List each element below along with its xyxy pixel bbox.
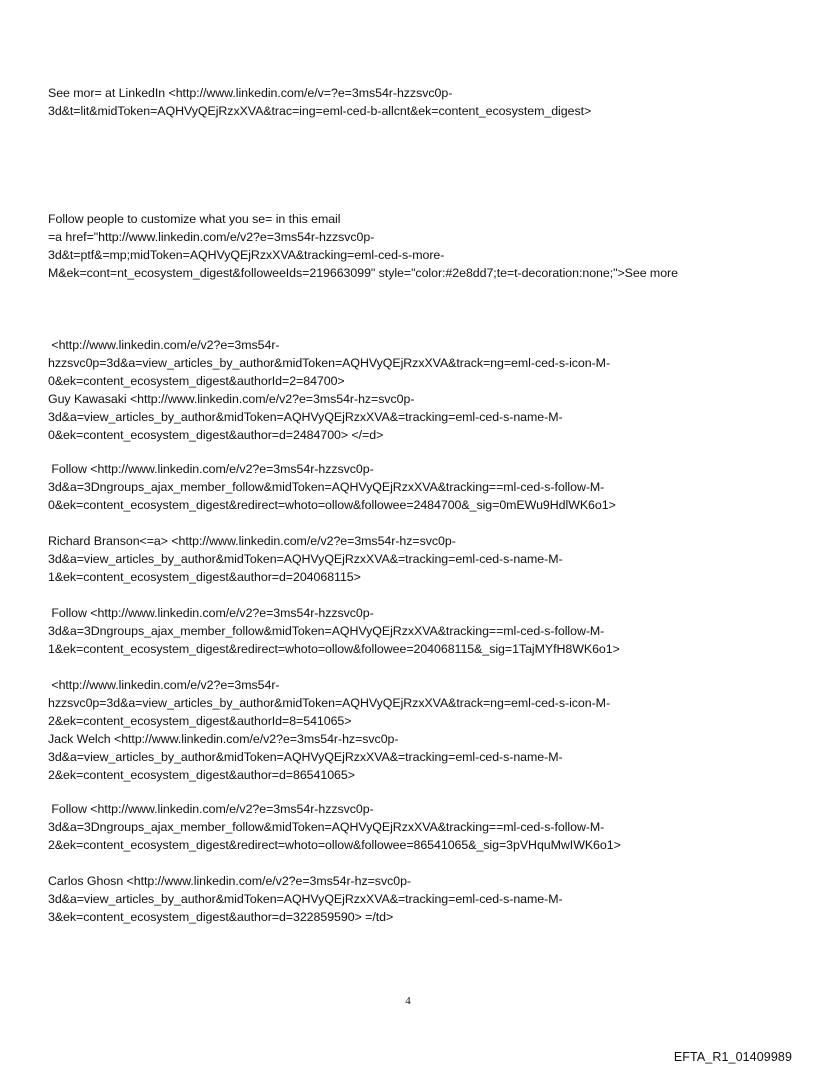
text-line: Guy Kawasaki <http://www.linkedin.com/e/v2?e=3ms54r-hz=svc0p-: [48, 392, 415, 406]
follow-jack-welch-paragraph: [48, 800, 788, 854]
author-carlos-ghosn-paragraph: [48, 872, 788, 926]
text-line: Carlos Ghosn <http://www.linkedin.com/e/v2?e=3ms54r-hz=svc0p-: [48, 874, 411, 888]
text-line: 2&ek=content_ecosystem_digest&redirect=whoto=ollow&followee=86541065&_sig=3pVHquMwIWK6o1>: [48, 838, 621, 852]
text-line: 3&ek=content_ecosystem_digest&author=d=322859590> =/td>: [48, 910, 394, 924]
text-line: hzzsvc0p=3d&a=view_articles_by_author&midToken=AQHVyQEjRzxXVA&track=ng=eml-ced-s-icon-M-: [48, 356, 611, 370]
follow-guy-kawasaki-paragraph: [48, 460, 788, 514]
text-line: <http://www.linkedin.com/e/v2?e=3ms54r-: [48, 338, 280, 352]
text-line: hzzsvc0p=3d&a=view_articles_by_author&midToken=AQHVyQEjRzxXVA&track=ng=eml-ced-s-icon-M-: [48, 696, 611, 710]
text-line: Follow <http://www.linkedin.com/e/v2?e=3ms54r-hzzsvc0p-: [48, 802, 374, 816]
text-line: 3d&a=3Dngroups_ajax_member_follow&midToken=AQHVyQEjRzxXVA&tracking==ml-ced-s-follow-M-: [48, 624, 605, 638]
text-line: 0&ek=content_ecosystem_digest&authorId=2=84700>: [48, 374, 345, 388]
text-line: 2&ek=content_ecosystem_digest&author=d=86541065>: [48, 768, 355, 782]
text-line: Follow <http://www.linkedin.com/e/v2?e=3ms54r-hzzsvc0p-: [48, 462, 374, 476]
text-line: 3d&a=view_articles_by_author&midToken=AQHVyQEjRzxXVA&=tracking=eml-ced-s-name-M-: [48, 750, 563, 764]
text-line: Follow people to customize what you se= in this email: [48, 212, 341, 226]
text-line: 3d&a=view_articles_by_author&midToken=AQHVyQEjRzxXVA&=tracking=eml-ced-s-name-M-: [48, 552, 563, 566]
text-line: 1&ek=content_ecosystem_digest&author=d=204068115>: [48, 570, 361, 584]
page-number: 4: [405, 995, 411, 1007]
text-line: 3d&t=lit&midToken=AQHVyQEjRzxXVA&trac=ing=eml-ced-b-allcnt&ek=content_ecosystem_digest>: [48, 104, 592, 118]
follow-people-paragraph: [48, 210, 788, 282]
author-jack-welch-paragraph: [48, 676, 788, 784]
text-line: M&ek=cont=nt_ecosystem_digest&followeeIds=219663099" style="color:#2e8dd7;te=t-decoration:none;">See more: [48, 266, 678, 280]
see-more-paragraph: [48, 84, 788, 120]
text-line: Richard Branson<=a> <http://www.linkedin.com/e/v2?e=3ms54r-hz=svc0p-: [48, 534, 456, 548]
text-line: 3d&a=3Dngroups_ajax_member_follow&midToken=AQHVyQEjRzxXVA&tracking==ml-ced-s-follow-M-: [48, 480, 605, 494]
text-line: <http://www.linkedin.com/e/v2?e=3ms54r-: [48, 678, 280, 692]
author-guy-kawasaki-paragraph: [48, 336, 788, 444]
text-line: 0&ek=content_ecosystem_digest&redirect=whoto=ollow&followee=2484700&_sig=0mEWu9HdlWK6o1>: [48, 498, 616, 512]
text-line: Jack Welch <http://www.linkedin.com/e/v2?e=3ms54r-hz=svc0p-: [48, 732, 399, 746]
text-line: 3d&a=3Dngroups_ajax_member_follow&midToken=AQHVyQEjRzxXVA&tracking==ml-ced-s-follow-M-: [48, 820, 605, 834]
text-line: 3d&a=view_articles_by_author&midToken=AQHVyQEjRzxXVA&=tracking=eml-ced-s-name-M-: [48, 892, 563, 906]
text-line: 1&ek=content_ecosystem_digest&redirect=whoto=ollow&followee=204068115&_sig=1TajMYfH8WK6o1>: [48, 642, 620, 656]
text-line: 3d&a=view_articles_by_author&midToken=AQHVyQEjRzxXVA&=tracking=eml-ced-s-name-M-: [48, 410, 563, 424]
text-line: See mor= at LinkedIn <http://www.linkedin.com/e/v=?e=3ms54r-hzzsvc0p-: [48, 86, 453, 100]
document-id: EFTA_R1_01409989: [673, 1050, 792, 1064]
text-line: 0&ek=content_ecosystem_digest&author=d=2484700> </=d>: [48, 428, 384, 442]
text-line: =a href="http://www.linkedin.com/e/v2?e=3ms54r-hzzsvc0p-: [48, 230, 375, 244]
author-richard-branson-paragraph: [48, 532, 788, 586]
text-line: Follow <http://www.linkedin.com/e/v2?e=3ms54r-hzzsvc0p-: [48, 606, 374, 620]
text-line: 2&ek=content_ecosystem_digest&authorId=8=541065>: [48, 714, 352, 728]
follow-richard-branson-paragraph: [48, 604, 788, 658]
text-line: 3d&t=ptf&=mp;midToken=AQHVyQEjRzxXVA&tracking=eml-ced-s-more-: [48, 248, 445, 262]
